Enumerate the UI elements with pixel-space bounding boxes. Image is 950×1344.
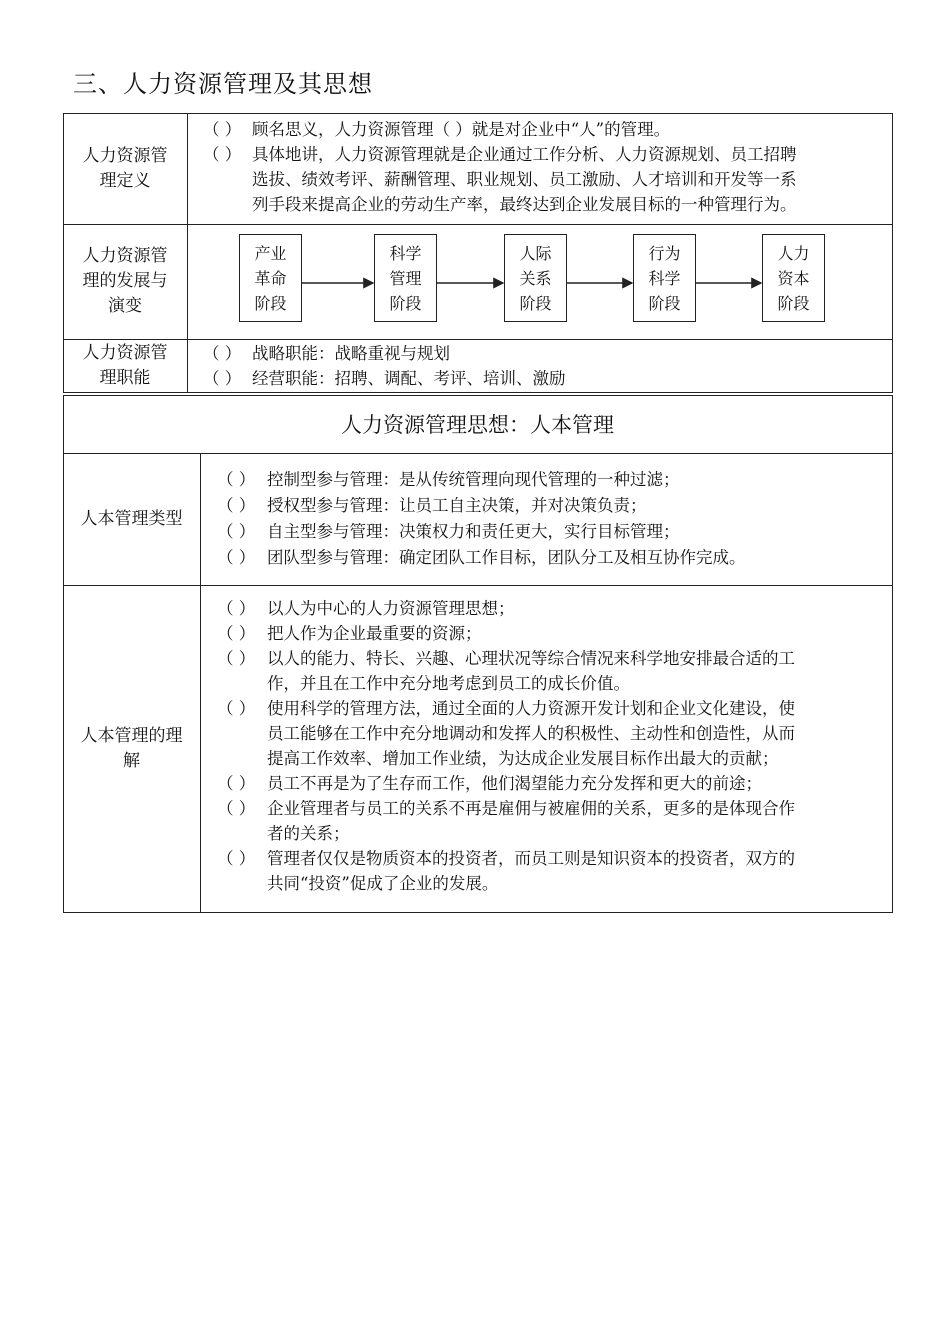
item-marker: （ ）	[203, 344, 242, 363]
item-marker: （ ）	[217, 496, 256, 515]
item-marker: （ ）	[203, 120, 242, 139]
functions-label	[63, 339, 187, 393]
item-marker: （ ）	[217, 649, 256, 668]
item-marker: （ ）	[217, 624, 256, 643]
label-line: 演变	[108, 296, 142, 316]
item-text: 自主型参与管理：决策权力和责任更大，实行目标管理；	[267, 522, 680, 541]
stage-text: 行为	[648, 243, 681, 263]
label-line: 理职能	[99, 368, 151, 388]
item-marker: （ ）	[217, 548, 256, 567]
stage-text: 科学	[648, 268, 681, 288]
item-text: 团队型参与管理：确定团队工作目标，团队分工及相互协作完成。	[267, 548, 746, 567]
item-text: 具体地讲，人力资源管理就是企业通过工作分析、人力资源规划、员工招聘	[252, 145, 797, 164]
item-text: 员工不再是为了生存而工作，他们渴望能力充分发挥和更大的前途；	[267, 774, 762, 793]
item-text: 提高工作效率、增加工作业绩，为达成企业发展目标作出最大的贡献；	[267, 749, 779, 768]
item-text: 共同“投资”促成了企业的发展。	[267, 874, 499, 893]
label-line: 人力资源管	[82, 145, 168, 166]
stage-text: 阶段	[519, 293, 552, 313]
stage-text: 科学	[389, 243, 422, 263]
stage-text: 管理	[389, 268, 422, 288]
item-text: 控制型参与管理：是从传统管理向现代管理的一种过滤；	[267, 470, 680, 489]
label-line: 人力资源管	[82, 246, 168, 266]
stage-text: 产业	[254, 243, 287, 263]
item-text: 经营职能：招聘、调配、考评、培训、激励	[252, 369, 566, 388]
item-text: 以人为中心的人力资源管理思想；	[267, 599, 515, 618]
label-line: 人本管理类型	[80, 508, 183, 529]
stage-text: 阶段	[254, 293, 287, 313]
item-marker: （ ）	[217, 774, 256, 793]
item-text: 把人作为企业最重要的资源；	[267, 624, 482, 643]
item-text: 企业管理者与员工的关系不再是雇佣与被雇佣的关系，更多的是体现合作	[267, 799, 795, 818]
stage-text: 人际	[519, 243, 552, 263]
item-text: 者的关系；	[267, 824, 350, 843]
item-text: 列手段来提高企业的劳动生产率，最终达到企业发展目标的一种管理行为。	[252, 195, 797, 214]
stage-text: 革命	[254, 268, 287, 288]
label-line: 理的发展与	[82, 271, 168, 291]
item-marker: （ ）	[217, 799, 256, 818]
item-text: 使用科学的管理方法，通过全面的人力资源开发计划和企业文化建设，使	[267, 699, 795, 718]
item-marker: （ ）	[203, 145, 242, 164]
page-title: 三、人力资源管理及其思想	[73, 70, 373, 98]
stage-text: 阶段	[389, 293, 422, 313]
stage-text: 阶段	[648, 293, 681, 313]
item-marker: （ ）	[217, 599, 256, 618]
item-text: 顾名思义，人力资源管理（ ）就是对企业中“人”的管理。	[252, 120, 671, 139]
label-line: 人本管理的理	[80, 726, 183, 746]
item-marker: （ ）	[203, 369, 242, 388]
label-line: 解	[123, 751, 140, 771]
stage-text: 人力	[777, 243, 810, 263]
item-text: 授权型参与管理：让员工自主决策，并对决策负责；	[267, 496, 647, 515]
item-marker: （ ）	[217, 849, 256, 868]
item-text: 战略职能：战略重视与规划	[252, 344, 450, 363]
label-line: 人力资源管	[82, 343, 168, 363]
label-line: 理定义	[99, 170, 151, 191]
item-text: 选拔、绩效考评、薪酬管理、职业规划、员工激励、人才培训和开发等一系	[252, 170, 797, 189]
stage-text: 资本	[777, 268, 810, 288]
stage-text: 阶段	[777, 293, 810, 313]
types-label	[63, 453, 200, 585]
item-marker: （ ）	[217, 522, 256, 541]
table2-column-divider	[200, 453, 201, 913]
stage-text: 关系	[519, 268, 552, 288]
item-text: 以人的能力、特长、兴趣、心理状况等综合情况来科学地安排最合适的工	[267, 649, 795, 668]
item-marker: （ ）	[217, 699, 256, 718]
item-marker: （ ）	[217, 470, 256, 489]
understanding-label	[63, 585, 200, 913]
section-title: 人力资源管理思想：人本管理	[341, 413, 614, 437]
item-text: 管理者仅仅是物质资本的投资者，而员工则是知识资本的投资者，双方的	[267, 849, 795, 868]
item-text: 作，并且在工作中充分地考虑到员工的成长价值。	[267, 674, 630, 693]
item-text: 员工能够在工作中充分地调动和发挥人的积极性、主动性和创造性，从而	[267, 724, 795, 743]
